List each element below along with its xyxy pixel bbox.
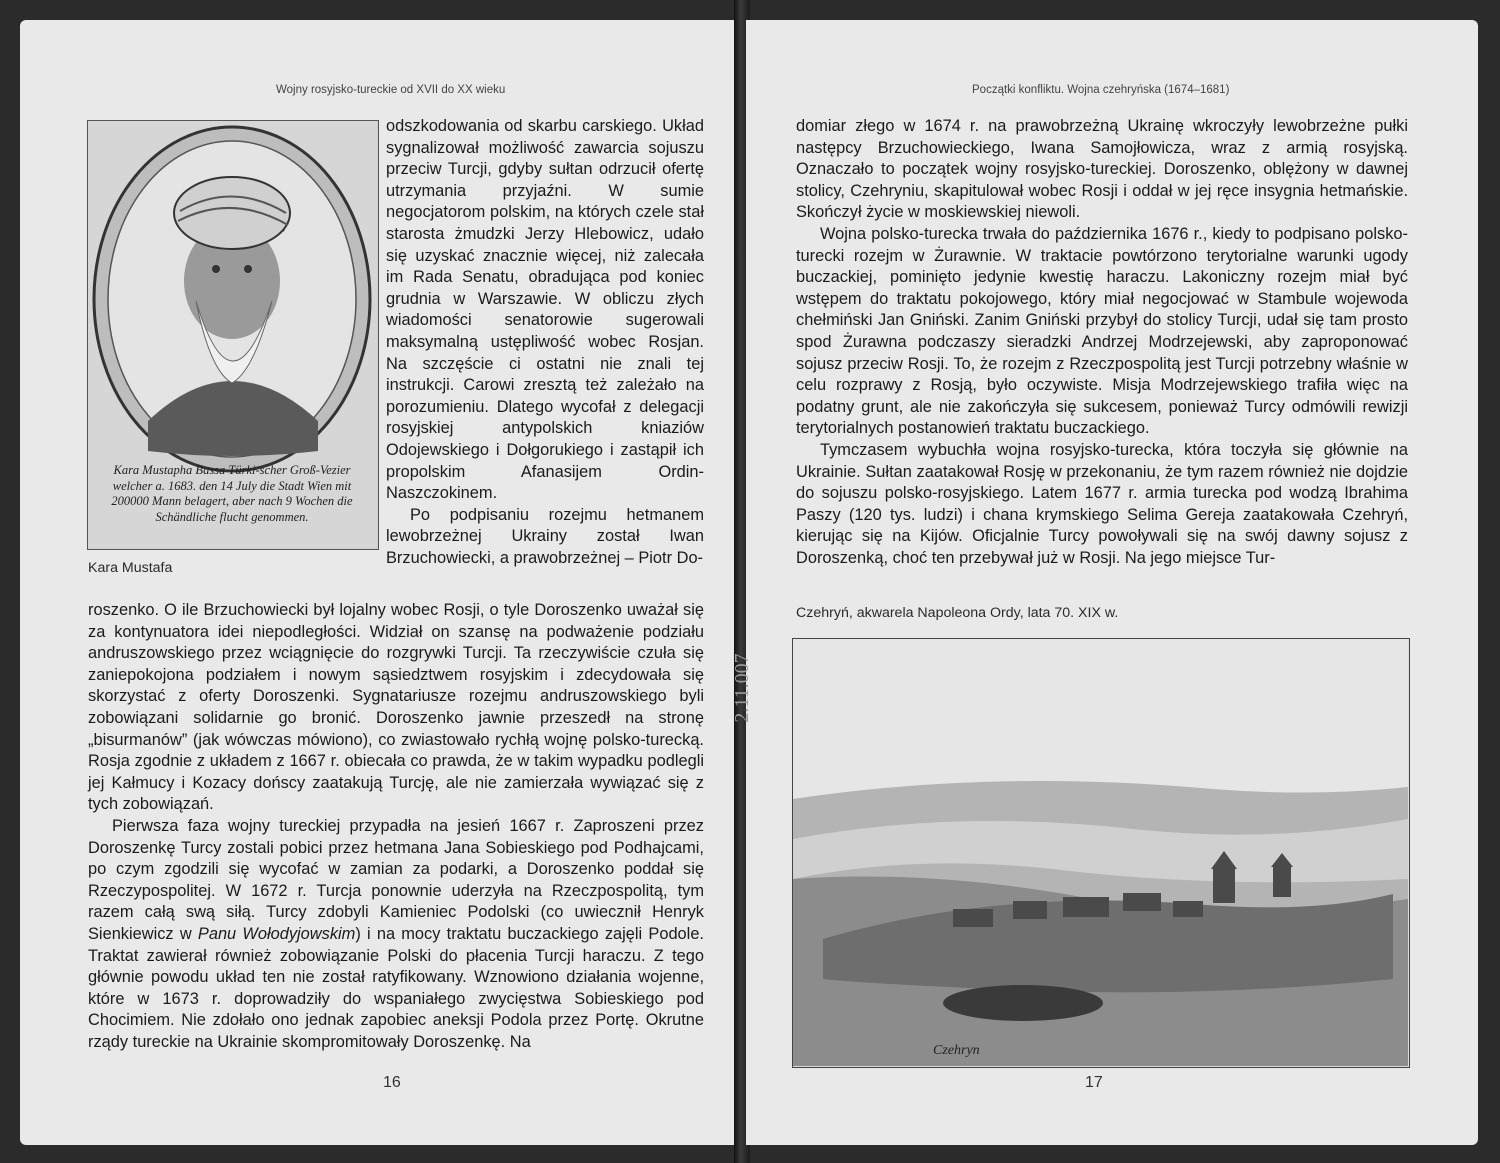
text-run: ) i na mocy traktatu buczackiego zajęli Podole. Traktat zawierał również zobowiązanie Polski do płacenia Turcji haraczu. Z tego głównie powodu układ ten nie został ratyfikowany. Wznowiono działania wojenne, które w 1673 r. doprowadziły do wspaniałego zwycięstwa Sobieskiego pod Chocimiem. Nie zdołało ono jednak zapobiec aneksji Podola przez Portę. Okrutne rządy tureckie na Ukrainie skompromitowały Doroszenkę. Na [88, 924, 704, 1051]
page-number-right: 17 [1085, 1074, 1103, 1091]
painting-caption: Czehryń, akwarela Napoleona Ordy, lata 70. XIX w. [796, 605, 1119, 621]
library-stamp: 2.11.007 [730, 653, 753, 723]
paragraph [88, 816, 704, 1054]
right-page [746, 20, 1478, 1145]
portrait-kara-mustafa [87, 120, 379, 550]
text-run: Pierwsza faza wojny tureckiej przypadła na jesień 1667 r. Zaproszeni przez Doroszenkę Turcy zostali pobici przez hetmana Jana Sobieskiego pod Podhajcami, po czym zgodzili się wycofać w zamian za podarki, a Doroszenko poddał się Rzeczypospolitej. W 1672 r. Turcja ponownie uderzyła na Rzeczpospolitą, tym razem całą swą siłą. Turcy zdobyli Kamieniec Podolski (co uwiecznił Henryk Sienkiewicz w [88, 816, 704, 943]
paragraph: odszkodowania od skarbu carskiego. Układ sygnalizował możliwość zawarcia sojuszu przeciw Turcji, gdyby sułtan odrzucił ofertę utrzymania przyjaźni. W sumie negocjatorom polskim, na których czele stał starosta żmudzki Jerzy Hlebowicz, udało się uzyskać znacznie więcej, niż zalecała im Rada Senatu, obradująca pod koniec grudnia w Warszawie. W obliczu złych wiadomości senatorowie sugerowali maksymalną ustępliwość wobec Rosjan. Na szczęście ci ostatni nie znali tej instrukcji. Carowi zresztą też zależało na porozumieniu. Dlatego wycofał z delegacji rosyjskiej antypolskich kniaziów Odojewskiego i Dołgorukiego i zastąpił ich propolskim Afanasijem Ordin-Naszczokinem. [386, 117, 704, 503]
left-page [20, 20, 738, 1145]
running-head-right: Początki konfliktu. Wojna czehryńska (1674–1681) [972, 84, 1230, 96]
painting-czehryn [792, 638, 1410, 1068]
running-head-left: Wojny rosyjsko-tureckie od XVII do XX wieku [276, 84, 506, 96]
text-column-right [386, 116, 704, 569]
paragraph: Po podpisaniu rozejmu hetmanem lewobrzeżnej Ukrainy został Iwan Brzuchowiecki, a prawobrzeżnej – Piotr Do- [386, 505, 704, 567]
page-number-left: 16 [383, 1074, 401, 1091]
portrait-caption: Kara Mustafa [88, 560, 173, 576]
paragraph: domiar złego w 1674 r. na prawobrzeżną Ukrainę wkroczyły lewobrzeżne pułki następcy Brzuchowieckiego, Iwana Samojłowicza, wraz z armią rosyjską. Oznaczało to początek wojny rosyjsko-tureckiej. Doroszenko, oblężony w dawnej stolicy, Czehryniu, skapitulował wobec Rosji i oddał w jej ręce insygnia hetmańskie. Skończył życie w moskiewskiej niewoli. [796, 117, 1408, 222]
portrait-inscription: Kara Mustapha Bassa Türki-scher Groß-Vezier welcher a. 1683. den 14 July die Stadt Wien mit 200000 Mann belagert, aber nach 9 Wochen die Schändliche flucht genommen. [111, 463, 353, 524]
watercolor-landscape [793, 639, 1408, 1066]
book-title: Panu Wołodyjowskim [197, 924, 356, 943]
paragraph: Wojna polsko-turecka trwała do października 1676 r., kiedy to podpisano polsko-turecki rozejm w Żurawnie. W traktacie powtórzono terytorialne warunki ugody buczackiej, pominięto jedynie kwestię haraczu. Lakoniczny rozejm miał być wstępem do traktatu pokojowego, który miał negocjować w Stambule wojewoda chełmiński Jan Gniński. Zanim Gniński przybył do stolicy Turcji, udał się tam prosto spod Żurawna podczaszy sieradzki Andrzej Modrzejewski, aby zaproponować sojusz przeciw Rosji. To, że rozejm z Rzeczpospolitą jest Turcji potrzebny właśnie w celu rozprawy z Rosją, było oczywiste. Misja Modrzejewskiego trafiła więc na podatny grunt, ale nie zakończyła się sukcesem, ponieważ Turcy odmówili rewizji terytorialnych postanowień traktatu buczackiego. [796, 224, 1408, 438]
paragraph: Tymczasem wybuchła wojna rosyjsko-turecka, która toczyła się głównie na Ukrainie. Sułtan zaatakował Rosję w przekonaniu, że tym razem również nie dojdzie do sojuszu polsko-rosyjskiego. Latem 1677 r. armia turecka pod wodzą Ibrahima Paszy (120 tys. ludzi) i chana krymskiego Selima Gereja zaatakowała Czehryń, kierując się na Kijów. Oficjalnie Turcy powoływali się na swój dawny sojusz z Doroszenką, choć ten przebywał już w Rosji. Na jego miejsce Tur- [796, 440, 1408, 567]
paragraph: roszenko. O ile Brzuchowiecki był lojalny wobec Rosji, o tyle Doroszenko uważał się za kontynuatora idei niepodległości. Widział on szansę na podważenie podziału andruszowskiego przez wciągnięcie do rozgrywki Turcji. Ta rzeczywiście czuła się zaniepokojona podziałem i nowym sąsiedztwem rosyjskim i zdecydowała się skorzystać z oferty Doroszenki. Sygnatariusze rozejmu andruszowskiego byli zobowiązani solidarnie go bronić. Doroszenko jawnie przeszedł na stronę „bisurmanów” (jak wówczas mówiono), co zwiastowało rychłą wojnę polsko-turecką. Rosja zgodnie z układem z 1667 r. obiecała co prawda, że w takim wypadku podlegli jej Kałmucy i Kozacy dońscy zaatakują Turcję, ale nie zamierzała wywiązać się z tych zobowiązań. [88, 601, 704, 814]
text-body-right [796, 116, 1408, 569]
text-column-full [88, 600, 704, 1053]
painting-signature: Czehryn [933, 1043, 980, 1058]
